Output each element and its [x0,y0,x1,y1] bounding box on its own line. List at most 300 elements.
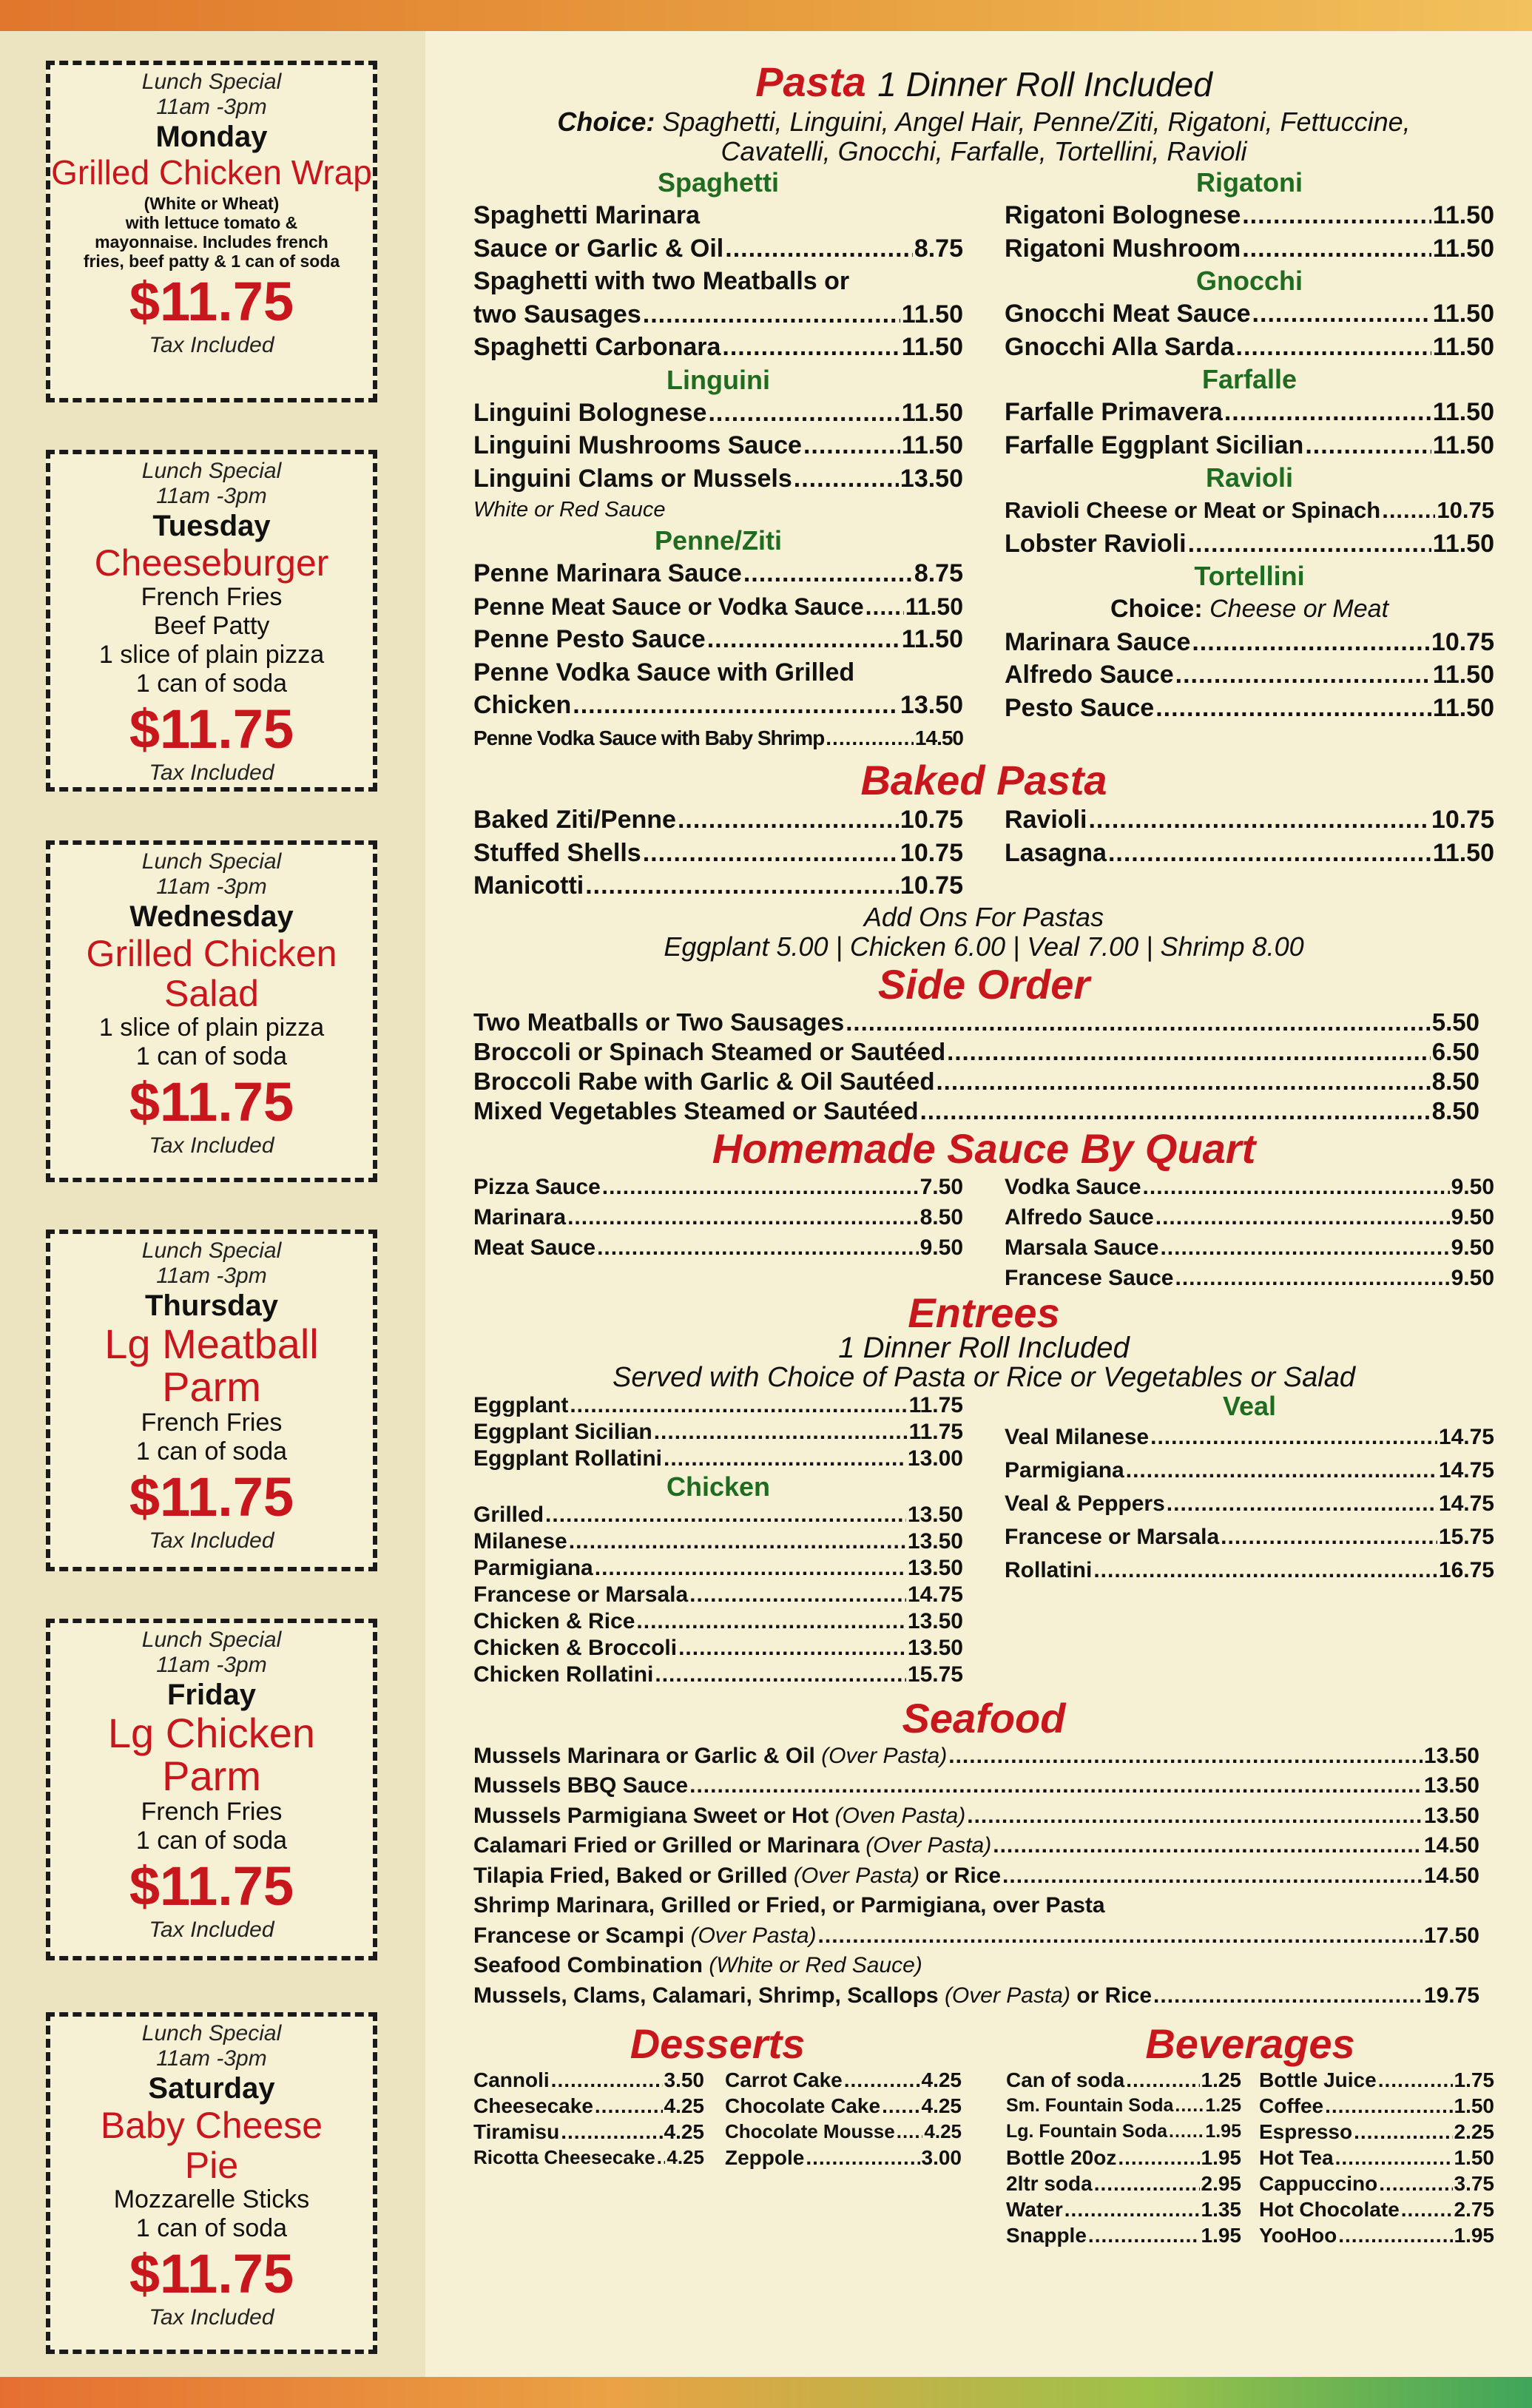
menu-row [473,869,963,903]
menu-row [473,1502,963,1528]
menu-row [1005,297,1494,331]
coupon-item: Lg Chicken Parm [107,1710,316,1799]
leader-dots [569,1528,906,1555]
item-name: Gnocchi Meat Sauce [1005,300,1251,328]
item-name: Stuffed Shells [473,838,641,867]
leader-dots [1378,2067,1453,2093]
menu-row [1005,626,1494,659]
sauce-columns [473,1172,1494,1293]
leader-dots [1094,2171,1200,2196]
item-name: Snapple [1006,2224,1087,2247]
choice-label: Choice: [1110,595,1203,623]
desserts-left [473,2067,704,2171]
item-price: 7.50 [919,1174,963,1199]
menu-row [473,722,963,755]
leader-dots [865,590,904,624]
item-name: Chocolate Cake [725,2094,881,2117]
item-name: Broccoli or Spinach Steamed or Sautéed [473,1037,946,1065]
item-name: Broccoli Rabe with Garlic & Oil Sautéed [473,1067,935,1095]
leader-dots [1354,2119,1452,2145]
menu-row [473,331,963,364]
item-name: Chicken & Broccoli [473,1635,678,1660]
leader-dots [1221,1520,1437,1554]
menu-row [473,557,963,590]
item-name: Farfalle Primavera [1005,398,1223,426]
item-price: 4.25 [921,2068,962,2091]
menu-row [473,623,963,656]
item-price: 11.75 [908,1419,963,1444]
item-name: Vodka Sauce [1005,1174,1141,1199]
coupon-label: Lunch Special [141,849,282,874]
coupon-tax: Tax Included [149,1133,274,1158]
item-name: Espresso [1259,2120,1353,2143]
coupon-wednesday [46,840,377,1182]
item-price: 11.50 [1432,332,1494,361]
leader-dots [1305,429,1431,462]
item-price: 14.75 [1438,1457,1494,1483]
addons-list: Eggplant 5.00 | Chicken 6.00 | Veal 7.00 | Shrimp 8.00 [664,931,1304,962]
coupon-desc: Beef Patty [153,612,270,640]
coupon-thursday [46,1230,377,1571]
item-price: 1.95 [1454,2224,1494,2247]
item-name: Chicken & Rice [473,1608,635,1633]
item-name: Rigatoni Mushroom [1005,234,1241,263]
leader-dots [897,2119,923,2145]
coupon-label: Lunch Special [141,1238,282,1263]
item-note: (Over Pasta) [821,1743,948,1768]
menu-line: Spaghetti Marinara [473,201,701,229]
item-name: Lobster Ravioli [1005,529,1187,558]
item-price: 11.50 [901,625,963,653]
menu-row [1006,2093,1241,2119]
menu-row [473,1771,1479,1801]
baked-columns [473,803,1494,903]
leader-dots [1167,1487,1437,1520]
category-linguini: Linguini [667,364,770,395]
sauce-title: Homemade Sauce By Quart [712,1124,1256,1172]
seafood-list [473,1741,1494,2011]
menu-row [1259,2067,1494,2093]
item-price: 10.75 [900,838,963,867]
leader-dots [636,1608,906,1635]
coupon-desc: 1 can of soda [135,670,288,698]
item-name-tail: or Rice [1076,1983,1153,2008]
leader-dots [602,1172,919,1202]
leader-dots [707,623,900,656]
baked-left [473,803,963,903]
category-veal: Veal [1222,1390,1277,1421]
leader-dots [803,429,900,462]
leader-dots [794,462,899,496]
item-name: Manicotti [473,871,584,900]
pasta-title-text: Pasta [755,58,866,105]
linguini-note: White or Red Sauce [473,498,666,522]
item-name: 2ltr soda [1006,2172,1093,2195]
item-price: 13.50 [907,1555,963,1580]
coupon-price: $11.75 [129,1071,294,1133]
leader-dots [1088,2222,1200,2248]
item-name: YooHoo [1259,2224,1337,2247]
leader-dots [1160,1232,1449,1263]
item-price: 2.95 [1201,2172,1241,2195]
leader-dots [657,2145,666,2171]
menu-row [473,1202,963,1232]
pasta-right-column [1005,166,1494,755]
tortellini-choice [1005,593,1494,626]
item-name: Sauce or Garlic & Oil [473,234,724,263]
item-name: Eggplant Rollatini [473,1446,662,1471]
leader-dots [643,837,899,870]
item-price: 11.50 [901,431,963,459]
coupon-item: Grilled Chicken Salad [86,933,337,1014]
item-price: 11.75 [908,1392,963,1417]
menu-row [473,429,963,462]
beverages-block [1006,2021,1494,2248]
leader-dots [1382,494,1435,527]
entrees-left [473,1392,963,1688]
menu-row [725,2093,962,2119]
menu-row [1005,1232,1494,1263]
menu-row [473,1172,963,1202]
leader-dots [1192,626,1430,659]
leader-dots [818,1921,1423,1952]
item-price: 11.50 [1432,661,1494,689]
item-price: 8.50 [1431,1067,1479,1095]
item-price: 11.50 [1432,300,1494,328]
item-price: 11.50 [1432,398,1494,426]
category-ravioli: Ravioli [1205,462,1294,493]
menu-row [473,232,963,266]
menu-row [473,1419,963,1446]
menu-row [473,1096,1479,1126]
menu-row [1259,2119,1494,2145]
coupon-price: $11.75 [129,1466,294,1528]
item-price: 10.75 [1431,627,1494,656]
item-price: 14.50 [914,726,963,749]
category-farfalle: Farfalle [1201,364,1298,394]
item-price: 4.25 [924,2120,962,2142]
item-name: Hot Chocolate [1259,2198,1400,2221]
leader-dots [595,1555,906,1582]
item-name: Tiramisu [473,2120,560,2143]
menu-line: Shrimp Marinara, Grilled or Fried, or Parmigiana, over Pasta [473,1893,1105,1918]
item-name-text: Mussels Parmigiana Sweet or Hot [473,1803,829,1828]
coupon-desc: 1 can of soda [135,1827,288,1855]
item-price: 1.95 [1205,2121,1241,2142]
item-price: 15.75 [907,1662,963,1687]
leader-dots [882,2093,919,2119]
menu-row [473,1555,963,1582]
leader-dots [689,1582,906,1608]
item-name: Spaghetti Carbonara [473,333,721,361]
coupon-price: $11.75 [129,271,294,332]
item-name [473,1741,947,1772]
menu-row [473,837,963,870]
item-price: 9.50 [1451,1174,1494,1199]
menu-row [473,1861,1479,1892]
leader-dots [1126,1454,1437,1487]
leader-dots [689,1771,1423,1801]
item-name: Veal Milanese [1005,1424,1150,1449]
seafood-title: Seafood [902,1694,1066,1741]
item-name: Francese Sauce [1005,1265,1174,1290]
leader-dots [725,232,913,266]
item-name: Penne Pesto Sauce [473,625,706,653]
item-name: Gnocchi Alla Sarda [1005,332,1235,361]
leader-dots [947,1037,1431,1067]
item-price: 1.25 [1201,2068,1241,2091]
menu-row [1005,1487,1494,1520]
leader-dots [846,1008,1431,1037]
leader-dots [743,557,913,590]
menu-row [473,1741,1479,1772]
item-price: 13.50 [907,1528,963,1554]
category-chicken: Chicken [666,1471,771,1502]
item-note: (Over Pasta) [690,1923,817,1948]
leader-dots [597,1232,919,1263]
coupon-hours: 11am -3pm [156,484,267,508]
menu-row [473,1921,1479,1952]
leader-dots [1169,2119,1204,2145]
menu-row [725,2119,962,2145]
item-name: Marinara [473,1204,567,1230]
pasta-choice-label: Choice: [557,107,655,137]
leader-dots [1064,2196,1200,2222]
item-note: (Over Pasta) [793,1863,919,1888]
coupon-monday [46,61,377,402]
item-price: 10.75 [900,806,963,834]
leader-dots [664,1446,906,1472]
leader-dots [1153,1981,1423,2011]
item-name: Coffee [1259,2094,1324,2117]
item-price: 13.50 [900,691,963,719]
item-price: 16.75 [1438,1557,1494,1582]
item-name: Cheesecake [473,2094,593,2117]
item-name: Lasagna [1005,838,1107,867]
coupon-desc: Mozzarelle Sticks [113,2185,310,2213]
item-price: 11.50 [1432,431,1494,459]
item-name [473,1981,1152,2011]
item-name: Lg. Fountain Soda [1006,2121,1168,2142]
coupon-hours: 11am -3pm [156,1653,267,1677]
item-name: Zeppole [725,2146,805,2169]
item-price: 11.50 [1432,838,1494,867]
item-name: Alfredo Sauce [1005,1204,1154,1230]
menu-row [473,1232,963,1263]
item-price: 14.75 [907,1582,963,1607]
item-price: 17.50 [1423,1923,1479,1948]
side-order-list [473,1008,1494,1126]
menu-row [1005,1420,1494,1454]
item-price: 13.50 [1423,1803,1479,1828]
menu-row [473,1008,1479,1037]
item-name: Milanese [473,1528,567,1554]
menu-row [1006,2067,1241,2093]
item-price: 11.50 [1432,234,1494,263]
baked-pasta-title: Baked Pasta [860,757,1107,803]
item-price: 5.50 [1431,1008,1479,1036]
menu-row [473,1582,963,1608]
coupon-desc: 1 can of soda [135,2214,288,2242]
entrees-right [1005,1392,1494,1688]
pasta-left-column [473,166,963,755]
item-price: 4.25 [667,2146,704,2168]
leader-dots [1002,1861,1423,1892]
item-name: Mixed Vegetables Steamed or Sautéed [473,1096,919,1124]
desserts-block [473,2021,962,2248]
menu-row [473,1392,963,1419]
item-name: Pizza Sauce [473,1174,601,1199]
item-name: Rollatini [1005,1557,1093,1582]
leader-dots [1242,199,1431,232]
leader-dots [1126,2067,1199,2093]
menu-row [1005,803,1494,837]
menu-row [473,2067,704,2093]
sauce-right [1005,1172,1494,1293]
item-price: 1.25 [1205,2095,1241,2116]
menu-row [473,1067,1479,1096]
menu-row [1005,494,1494,527]
item-name: Mussels BBQ Sauce [473,1773,689,1798]
menu-row [473,1446,963,1472]
leader-dots [1335,2145,1453,2171]
menu-row [1006,2119,1241,2145]
entrees-sub2: Served with Choice of Pasta or Rice or Vegetables or Salad [612,1361,1355,1393]
leader-dots [1093,1554,1437,1587]
top-color-band [0,0,1532,31]
coupon-desc: (White or Wheat) [144,194,280,213]
item-name: Meat Sauce [473,1235,596,1260]
entrees-columns [473,1392,1494,1688]
leader-dots [1155,692,1431,725]
item-name: Penne Meat Sauce or Vodka Sauce [473,593,864,620]
item-price: 13.50 [907,1635,963,1660]
item-price: 14.50 [1423,1833,1479,1858]
entrees-title: Entrees [908,1289,1060,1336]
item-price: 1.95 [1201,2224,1241,2247]
menu-row [1005,1554,1494,1587]
menu-row [1005,1454,1494,1487]
menu-line: Penne Vodka Sauce with Grilled [473,658,855,687]
item-price: 8.75 [914,234,963,263]
item-name: Penne Vodka Sauce with Baby Shrimp [473,726,825,749]
item-name: Linguini Clams or Mussels [473,464,792,493]
coupon-label: Lunch Special [141,1628,282,1652]
menu-row [1005,232,1494,266]
menu-row [473,1662,963,1688]
coupon-day: Monday [155,121,268,153]
leader-dots [1175,1263,1449,1293]
entrees-sub1: 1 Dinner Roll Included [838,1331,1130,1364]
leader-dots [1118,2145,1199,2171]
item-price: 14.75 [1438,1424,1494,1449]
menu-row [1005,429,1494,462]
desserts-columns [473,2067,962,2171]
item-price: 9.50 [1451,1265,1494,1290]
menu-row [473,590,963,624]
beverages-columns [1006,2067,1494,2248]
item-price: 15.75 [1438,1524,1494,1549]
item-name: Marinara Sauce [1005,627,1191,656]
coupon-hours: 11am -3pm [156,1264,267,1288]
item-price: 6.50 [1431,1037,1479,1065]
coupon-desc: 1 slice of plain pizza [98,1014,325,1042]
beverages-right [1259,2067,1494,2248]
leader-dots [1401,2196,1453,2222]
menu-row [473,397,963,430]
coupon-price: $11.75 [129,1855,294,1917]
menu-row [473,1981,1479,2011]
menu-row [1005,199,1494,232]
desserts-title: Desserts [630,2020,806,2067]
item-price: 8.50 [919,1204,963,1230]
coupon-tuesday [46,450,377,792]
item-name: Pesto Sauce [1005,693,1155,722]
item-name: two Sausages [473,300,641,328]
item-price: 10.75 [1437,497,1494,523]
menu-row [1005,1172,1494,1202]
coupon-day: Thursday [144,1289,279,1322]
item-price: 14.50 [1423,1863,1479,1888]
leader-dots [570,1392,907,1419]
item-price: 4.25 [664,2120,704,2143]
item-note: (Oven Pasta) [834,1803,966,1828]
menu-row [1006,2222,1241,2248]
menu-row [473,1635,963,1662]
coupon-day: Wednesday [129,900,294,933]
leader-dots [1088,803,1429,837]
item-price: 14.75 [1438,1491,1494,1516]
item-price: 11.50 [1432,693,1494,722]
item-name: Parmigiana [473,1555,593,1580]
leader-dots [708,397,900,430]
leader-dots [937,1067,1431,1096]
coupon-hours: 11am -3pm [156,874,267,899]
pasta-choice-text: Spaghetti, Linguini, Angel Hair, Penne/Ziti, Rigatoni, Fettuccine, [662,107,1411,137]
coupon-saturday [46,2012,377,2354]
item-name: Hot Tea [1259,2146,1334,2169]
item-name: Two Meatballs or Two Sausages [473,1008,845,1036]
leader-dots [1155,1202,1450,1232]
item-price: 1.50 [1454,2094,1494,2117]
leader-dots [920,1096,1431,1126]
menu-row [1259,2196,1494,2222]
leader-dots [1242,232,1431,266]
leader-dots [1236,331,1431,364]
coupon-desc: 1 slice of plain pizza [98,641,325,669]
item-name-text: Calamari Fried or Grilled or Marinara [473,1833,860,1858]
leader-dots [643,298,900,331]
coupon-desc: French Fries [141,583,283,611]
item-name: Eggplant [473,1392,569,1417]
baked-right [1005,803,1494,903]
item-price: 2.75 [1454,2198,1494,2221]
item-price: 13.50 [900,464,963,493]
item-name: Marsala Sauce [1005,1235,1159,1260]
menu-row [1005,658,1494,692]
item-name [473,1831,991,1861]
item-name: Can of soda [1006,2068,1125,2091]
category-tortellini: Tortellini [1194,561,1305,591]
coupon-price: $11.75 [129,698,294,760]
item-name: Linguini Bolognese [473,398,707,427]
item-price: 11.50 [905,593,963,620]
item-price: 3.75 [1454,2172,1494,2195]
menu-row [1259,2171,1494,2196]
item-name: Sm. Fountain Soda [1006,2095,1174,2116]
pasta-choice [473,107,1494,137]
leader-dots [678,803,899,837]
